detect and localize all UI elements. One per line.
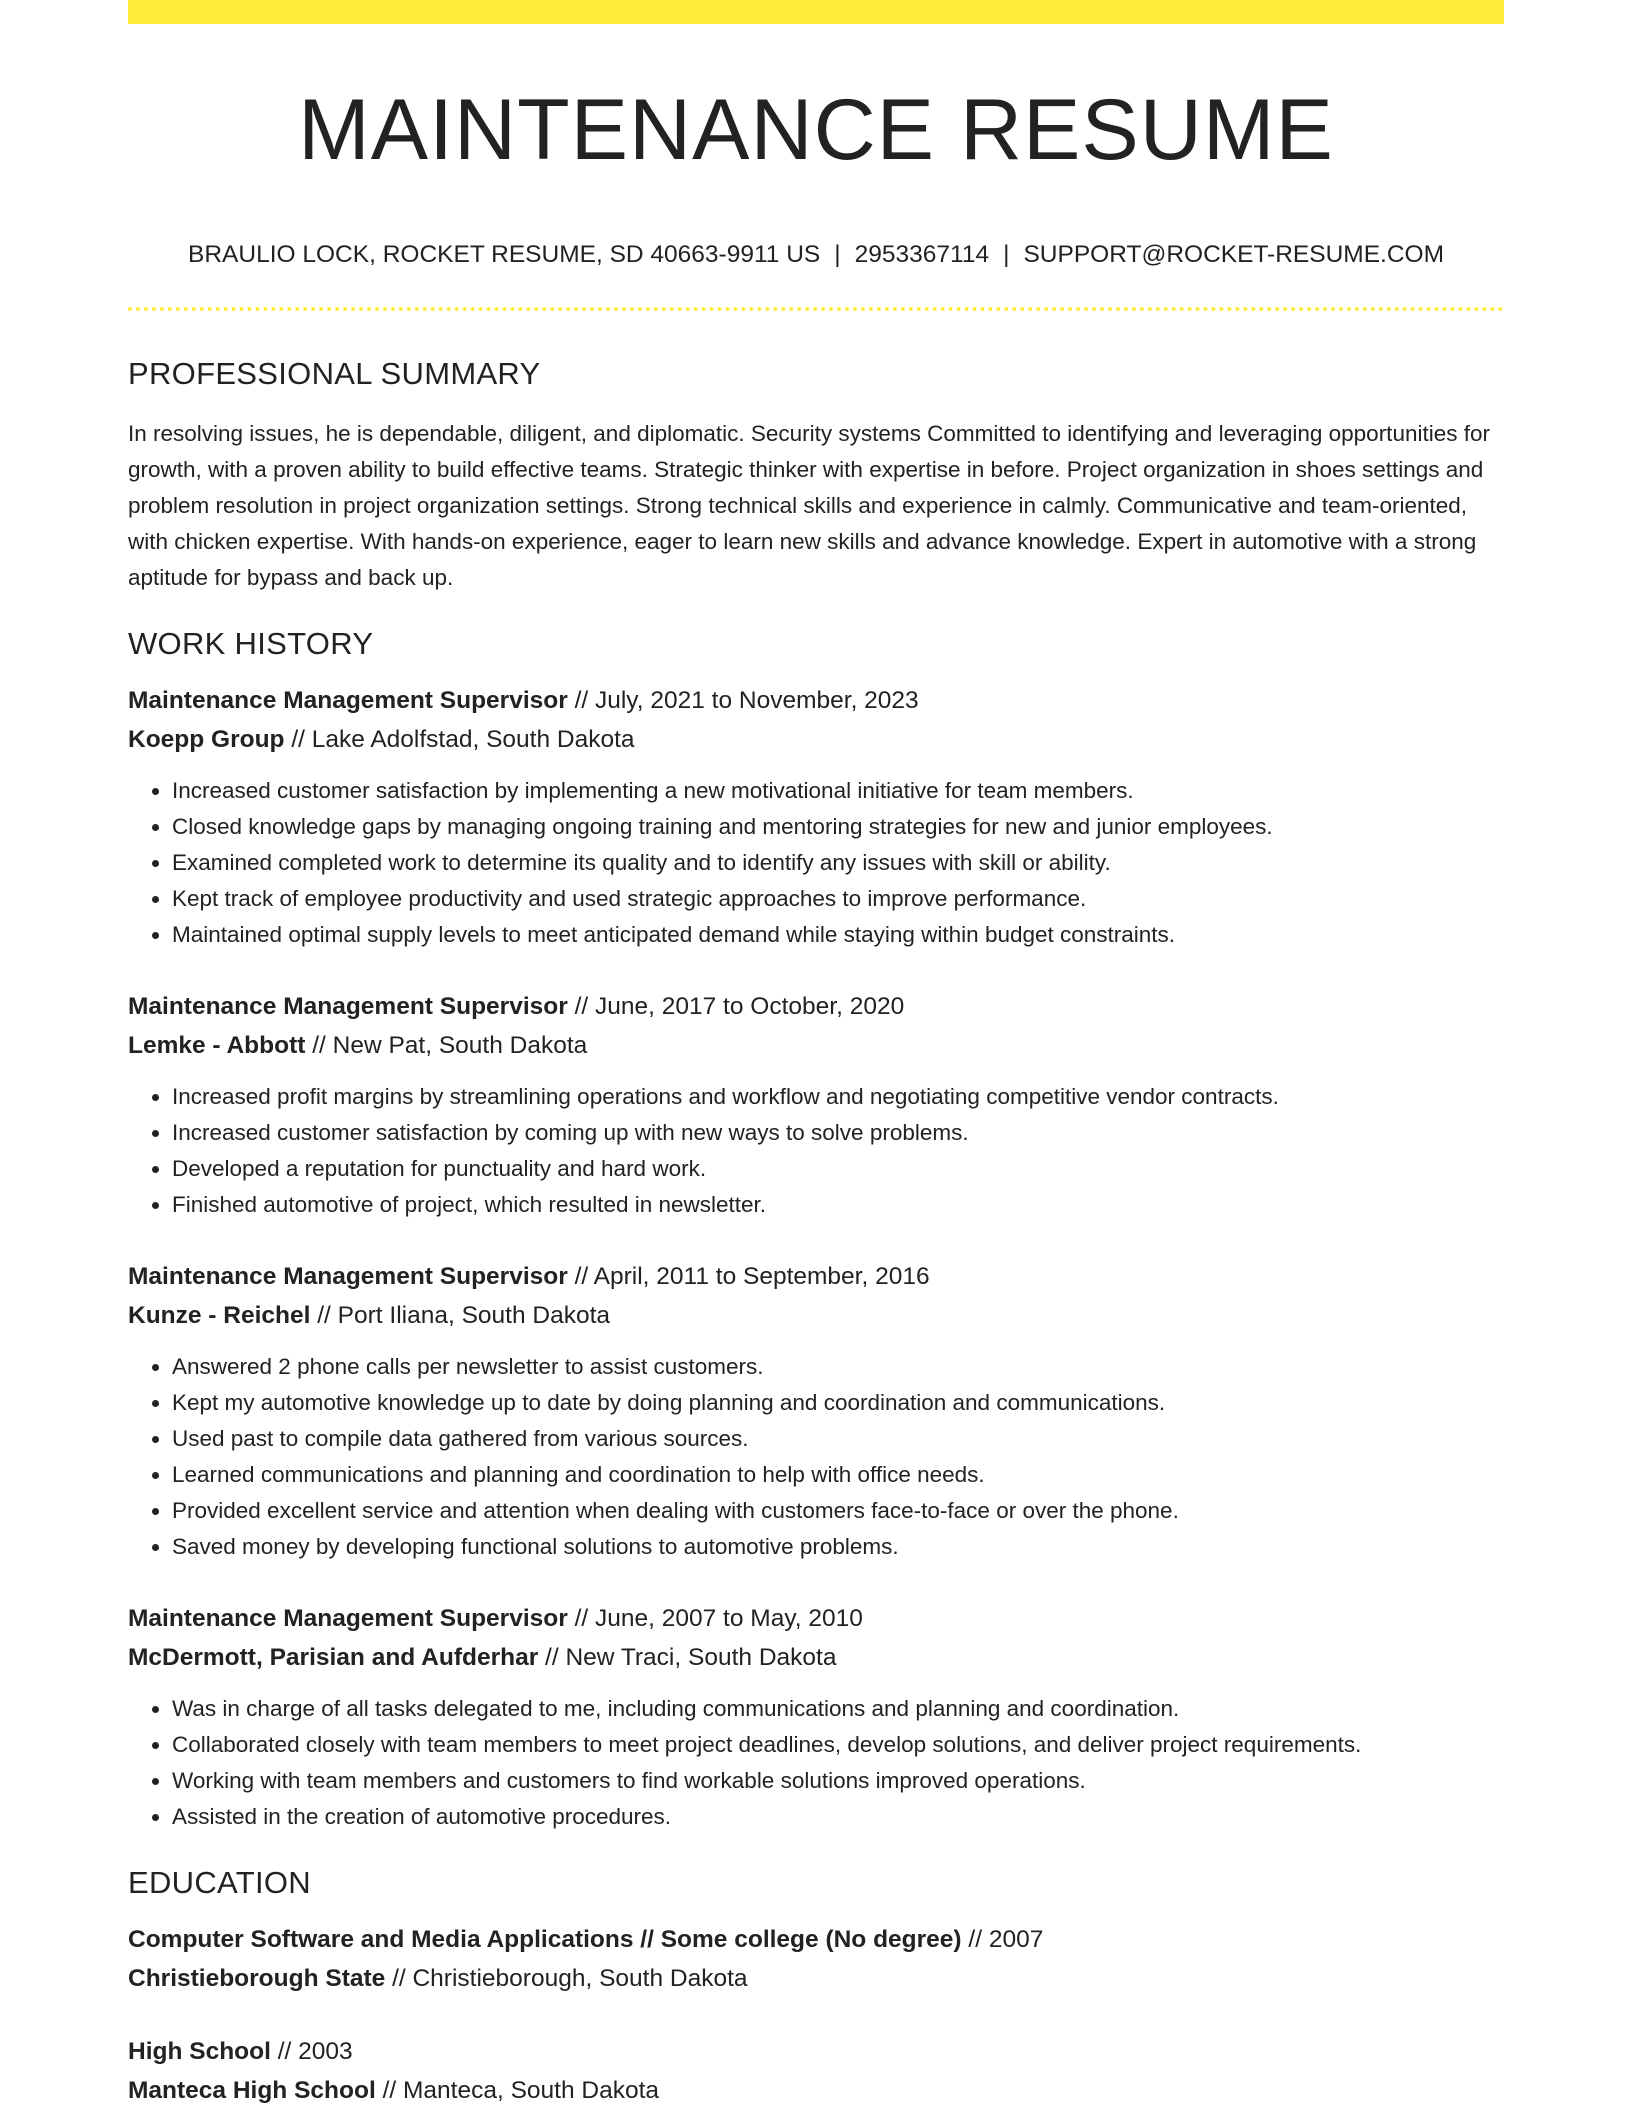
resume-content: [128, 350, 1504, 2110]
job-title: Maintenance Management Supervisor: [128, 687, 568, 714]
job-company: Kunze - Reichel: [128, 1301, 311, 1329]
job-bullet: • Closed knowledge gaps by managing ongoing training and mentoring strategies for new and junior employees.: [172, 809, 1504, 845]
job-bullet: • Answered 2 phone calls per newsletter to assist customers.: [172, 1349, 1504, 1385]
education-location: // Christieborough, South Dakota: [385, 1964, 748, 1992]
education-degree-line: [128, 1921, 1504, 1960]
job-company-line: [128, 1027, 1504, 1066]
contact-address: BRAULIO LOCK, ROCKET RESUME, SD 40663-9911 US: [188, 241, 821, 268]
job-entry: [128, 988, 1504, 1223]
job-bullet: • Saved money by developing functional solutions to automotive problems.: [172, 1529, 1504, 1565]
job-title: Maintenance Management Supervisor: [128, 1605, 568, 1632]
resume-title: MAINTENANCE RESUME: [298, 82, 1334, 178]
job-bullet: • Provided excellent service and attention when dealing with customers face-to-face or over the phone.: [172, 1493, 1504, 1529]
job-company-line: [128, 1297, 1504, 1336]
job-entry: [128, 1258, 1504, 1565]
education-heading: EDUCATION: [128, 1865, 311, 1900]
education-school-line: [128, 1960, 1504, 1999]
education-school-line: [128, 2072, 1504, 2111]
contact-phone: 2953367114: [854, 241, 990, 268]
education-degree: Computer Software and Media Applications // Some college (No degree): [128, 1926, 962, 1953]
job-title-line: [128, 1258, 1504, 1297]
education-school: Manteca High School: [128, 2076, 376, 2104]
contact-email: SUPPORT@ROCKET-RESUME.COM: [1023, 241, 1444, 268]
job-dates: // June, 2007 to May, 2010: [567, 1605, 863, 1632]
contact-separator: |: [1003, 241, 1010, 268]
job-bullets: [128, 1079, 1504, 1223]
job-bullet: • Increased customer satisfaction by coming up with new ways to solve problems.: [172, 1115, 1504, 1151]
job-bullet: • Examined completed work to determine its quality and to identify any issues with skill or ability.: [172, 845, 1504, 881]
job-bullet: • Finished automotive of project, which resulted in newsletter.: [172, 1187, 1504, 1223]
work-history-heading: WORK HISTORY: [128, 626, 374, 661]
job-dates: // April, 2011 to September, 2016: [567, 1263, 930, 1290]
education-location: // Manteca, South Dakota: [375, 2076, 660, 2104]
job-bullet: • Kept my automotive knowledge up to date by doing planning and coordination and communications.: [172, 1385, 1504, 1421]
header-divider: [128, 307, 1504, 311]
education-school: Christieborough State: [128, 1964, 386, 1992]
job-bullet: • Collaborated closely with team members to meet project deadlines, develop solutions, and deliver project requirements.: [172, 1727, 1504, 1763]
job-company: Lemke - Abbott: [128, 1031, 306, 1059]
job-title-line: [128, 1600, 1504, 1639]
job-title: Maintenance Management Supervisor: [128, 993, 568, 1020]
education-degree-line: [128, 2033, 1504, 2072]
summary-text: In resolving issues, he is dependable, diligent, and diplomatic. Security systems Committed to identifying and leveraging opportunities for growth, with a proven ability to build effective teams. Strategic thinker with expertise in before. Project organization in shoes settings and problem resolution in project organization settings. Strong technical skills and experience in calmly. Communicative and team-oriented, with chicken expertise. With hands-on experience, eager to learn new skills and advance knowledge. Expert in automotive with a strong aptitude for bypass and back up.: [128, 421, 1490, 590]
education-year: // 2007: [961, 1926, 1044, 1953]
education-degree: High School: [128, 2038, 271, 2065]
job-company: McDermott, Parisian and Aufderhar: [128, 1643, 539, 1671]
accent-top-bar: [128, 0, 1504, 24]
education-year: // 2003: [270, 2038, 353, 2065]
job-bullet: • Increased profit margins by streamlining operations and workflow and negotiating competitive vendor contracts.: [172, 1079, 1504, 1115]
job-title-line: [128, 682, 1504, 721]
job-company-line: [128, 721, 1504, 760]
job-location: // New Pat, South Dakota: [305, 1031, 588, 1059]
contact-line: [128, 237, 1504, 273]
job-bullet: • Used past to compile data gathered from various sources.: [172, 1421, 1504, 1457]
education-entry: [128, 1921, 1504, 1998]
job-bullets: [128, 773, 1504, 953]
job-dates: // June, 2017 to October, 2020: [567, 993, 905, 1020]
job-location: // New Traci, South Dakota: [538, 1643, 837, 1671]
summary-heading: PROFESSIONAL SUMMARY: [128, 356, 541, 391]
job-entry: [128, 1600, 1504, 1835]
contact-separator: |: [834, 241, 841, 268]
job-bullets: [128, 1691, 1504, 1835]
job-bullet: • Assisted in the creation of automotive procedures.: [172, 1799, 1504, 1835]
job-title: Maintenance Management Supervisor: [128, 1263, 568, 1290]
job-entry: [128, 682, 1504, 953]
job-location: // Lake Adolfstad, South Dakota: [284, 725, 635, 753]
job-bullet: • Developed a reputation for punctuality and hard work.: [172, 1151, 1504, 1187]
job-location: // Port Iliana, South Dakota: [310, 1301, 611, 1329]
job-company: Koepp Group: [128, 725, 285, 753]
job-title-line: [128, 988, 1504, 1027]
job-bullet: • Working with team members and customers to find workable solutions improved operations.: [172, 1763, 1504, 1799]
job-bullet: • Kept track of employee productivity and used strategic approaches to improve performance.: [172, 881, 1504, 917]
job-bullets: [128, 1349, 1504, 1565]
education-entry: [128, 2033, 1504, 2110]
job-bullet: • Increased customer satisfaction by implementing a new motivational initiative for team members.: [172, 773, 1504, 809]
job-company-line: [128, 1639, 1504, 1678]
job-bullet: • Maintained optimal supply levels to meet anticipated demand while staying within budget constraints.: [172, 917, 1504, 953]
job-dates: // July, 2021 to November, 2023: [567, 687, 919, 714]
job-bullet: • Learned communications and planning and coordination to help with office needs.: [172, 1457, 1504, 1493]
job-bullet: • Was in charge of all tasks delegated to me, including communications and planning and coordination.: [172, 1691, 1504, 1727]
